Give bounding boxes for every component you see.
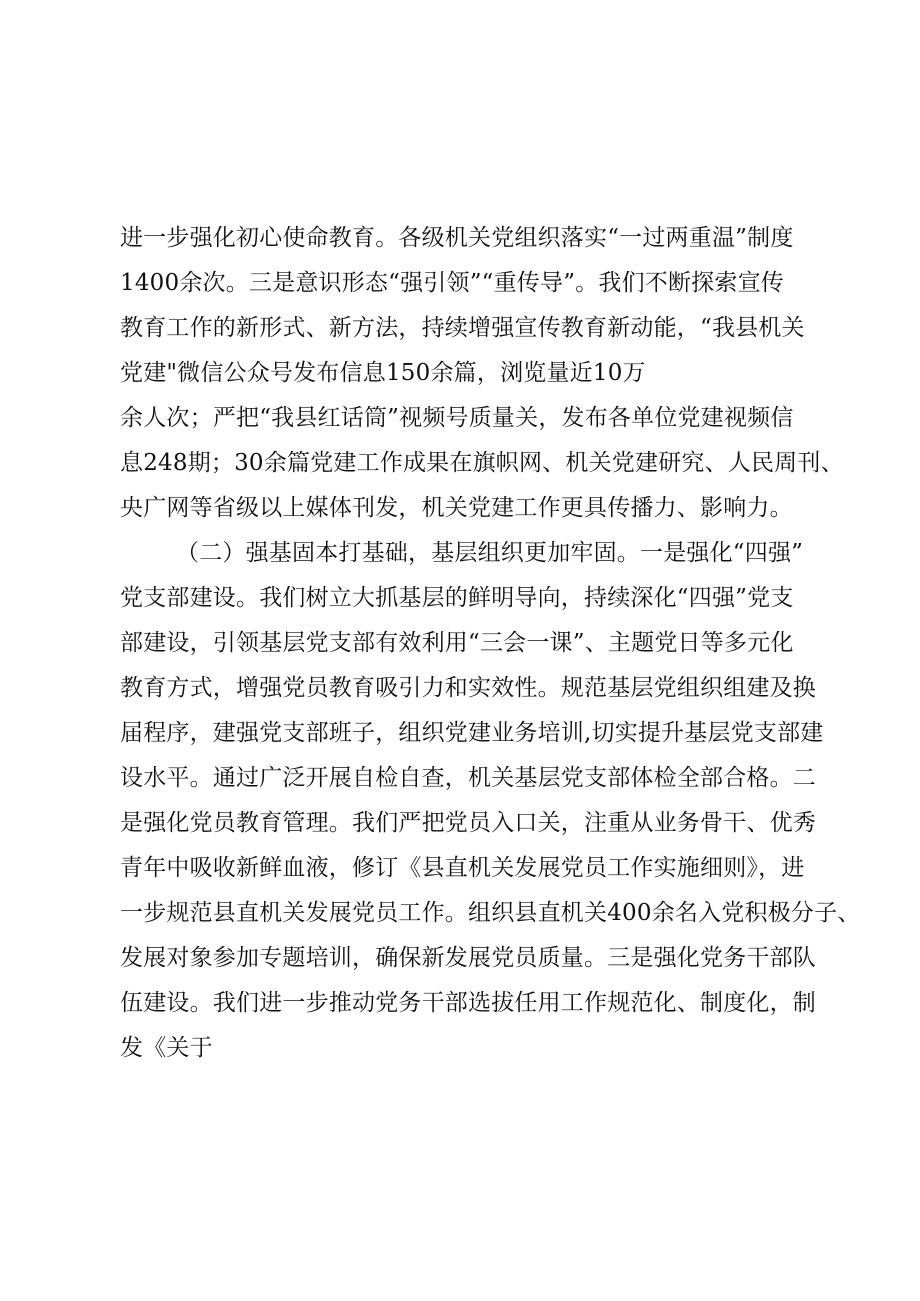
section-heading-line: （二）强基固本打基础，基层组织更加牢固。一是强化“四强” [176, 540, 804, 566]
text-line: 部建设，引领基层党支部有效利用“三会一课”、主题党日等多元化 [120, 630, 794, 656]
text-line: 发展对象参加专题培训，确保新发展党员质量。三是强化党务干部队 [120, 945, 816, 971]
text-line: 一步规范县直机关发展党员工作。组织县直机关400余名入党积极分子、 [120, 900, 861, 926]
text-line: 教育工作的新形式、新方法，持续增强宣传教育新动能，“我县机关 [120, 315, 805, 341]
text-line: 届程序，建强党支部班子，组织党建业务培训,切实提升基层党支部建 [120, 720, 824, 746]
text-line: 余人次；严把“我县红话筒”视频号质量关，发布各单位党建视频信 [120, 405, 794, 431]
text-line: 1400余次。三是意识形态“强引领”“重传导”。我们不断探索宣传 [120, 270, 784, 296]
text-line: 设水平。通过广泛开展自检自查，机关基层党支部体检全部合格。二 [120, 765, 816, 791]
text-line: 党支部建设。我们树立大抓基层的鲜明导向，持续深化“四强”党支 [120, 585, 794, 611]
text-line: 伍建设。我们进一步推动党务干部选拔任用工作规范化、制度化，制 [120, 990, 816, 1016]
text-line: 党建"微信公众号发布信息150余篇，浏览量近10万 [120, 360, 646, 386]
text-line: 息248期；30余篇党建工作成果在旗帜网、机关党建研究、人民周刊、 [120, 450, 844, 476]
text-line: 发《关于 [120, 1035, 213, 1061]
text-line: 进一步强化初心使命教育。各级机关党组织落实“一过两重温”制度 [120, 225, 794, 251]
text-line: 央广网等省级以上媒体刊发，机关党建工作更具传播力、影响力。 [120, 495, 793, 521]
text-line: 青年中吸收新鲜血液，修订《县直机关发展党员工作实施细则》，进 [120, 855, 805, 881]
text-line: 是强化党员教育管理。我们严把党员入口关，注重从业务骨干、优秀 [120, 810, 816, 836]
text-line: 教育方式，增强党员教育吸引力和实效性。规范基层党组织组建及换 [120, 675, 816, 701]
